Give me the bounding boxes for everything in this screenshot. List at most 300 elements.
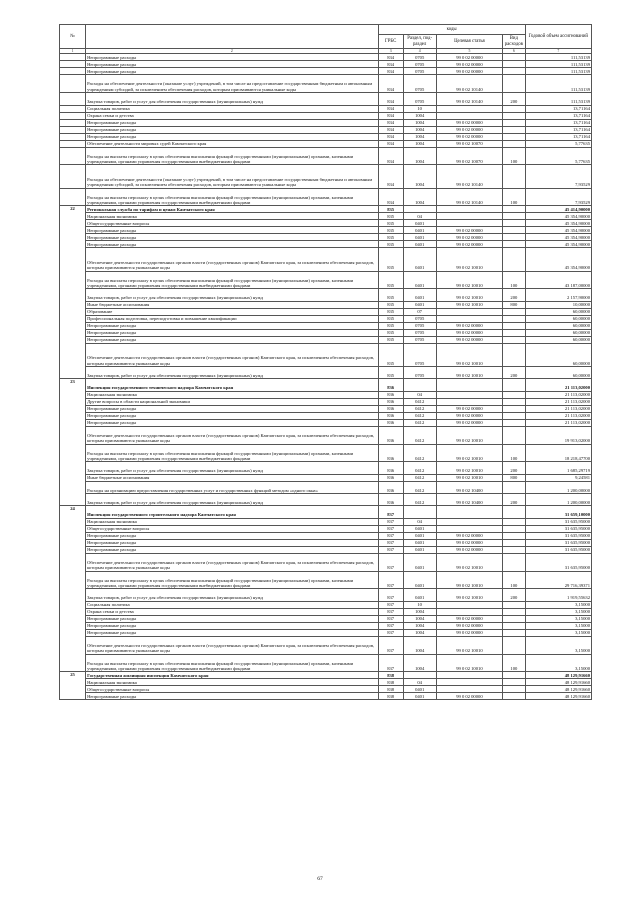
row-razdel: 0705 — [403, 315, 436, 322]
row-sum: 1 685,29719 — [525, 462, 591, 474]
row-sum: 31 635,95000 — [525, 525, 591, 532]
table-row — [60, 75, 592, 93]
row-vr: 200 — [503, 93, 526, 105]
row-grbs: 834 — [378, 147, 403, 165]
row-name: Региональная служба по тарифам и ценам Камчатского края — [86, 206, 379, 213]
table-row — [60, 165, 592, 188]
row-grbs: 835 — [378, 234, 403, 241]
table-row — [60, 379, 592, 391]
row-sum: 1 200,00000 — [525, 481, 591, 493]
table-row — [60, 213, 592, 220]
row-razdel: 0401 — [403, 532, 436, 539]
row-razdel: 0705 — [403, 61, 436, 68]
row-sum: 45 354,90000 — [525, 213, 591, 220]
row-name: Социальная политика — [86, 601, 379, 608]
row-target: 99 0 02 10140 — [436, 165, 502, 188]
row-name: Закупка товаров, работ и услуг для обеспечения государственных (муниципальных) нужд — [86, 93, 379, 105]
row-sum: 13,71164 — [525, 119, 591, 126]
row-razdel: 0705 — [403, 322, 436, 329]
table-row — [60, 553, 592, 571]
row-vr — [503, 419, 526, 426]
row-name: Непрограммные расходы — [86, 629, 379, 636]
row-name: Государственная жилищная инспекция Камчатского края — [86, 672, 379, 679]
row-vr — [503, 234, 526, 241]
row-sum: 13,71164 — [525, 112, 591, 119]
row-target — [436, 525, 502, 532]
row-name: Непрограммные расходы — [86, 126, 379, 133]
row-grbs: 834 — [378, 126, 403, 133]
row-razdel: 0401 — [403, 686, 436, 693]
row-sum: 60,00000 — [525, 329, 591, 336]
row-grbs: 837 — [378, 601, 403, 608]
row-vr — [503, 622, 526, 629]
table-row — [60, 672, 592, 679]
row-grbs: 836 — [378, 379, 403, 391]
table-row — [60, 119, 592, 126]
row-vr — [503, 227, 526, 234]
index-cell: 6 — [503, 49, 526, 54]
table-row — [60, 241, 592, 248]
row-grbs: 834 — [378, 119, 403, 126]
row-target: 99 0 02 10010 — [436, 589, 502, 601]
row-sum: 19 913,02000 — [525, 426, 591, 444]
index-cell: 5 — [436, 49, 502, 54]
row-name: Непрограммные расходы — [86, 622, 379, 629]
row-vr — [503, 379, 526, 391]
row-sum: 3,15000 — [525, 615, 591, 622]
row-name: Непрограммные расходы — [86, 119, 379, 126]
row-razdel: 0705 — [403, 54, 436, 61]
row-name: Общегосударственные вопросы — [86, 686, 379, 693]
row-name: Профессиональная подготовка, переподготовка и повышение квалификации — [86, 315, 379, 322]
table-row — [60, 629, 592, 636]
row-vr — [503, 68, 526, 75]
number-cell — [60, 61, 86, 68]
row-target — [436, 379, 502, 391]
row-grbs: 834 — [378, 54, 403, 61]
table-row — [60, 398, 592, 405]
row-target — [436, 206, 502, 213]
row-vr — [503, 248, 526, 271]
table-row — [60, 329, 592, 336]
table-row — [60, 532, 592, 539]
row-name: Обеспечение деятельности государственных органов власти (государственных органов) Камчатского края, за исключением обеспечения расходов, которым присваиваются уникальные коды — [86, 248, 379, 271]
row-razdel: 1004 — [403, 608, 436, 615]
row-razdel: 10 — [403, 105, 436, 112]
number-cell — [60, 147, 86, 165]
row-sum: 9,24581 — [525, 474, 591, 481]
row-target: 99 0 02 10010 — [436, 301, 502, 308]
row-grbs: 836 — [378, 412, 403, 419]
row-target: 99 0 02 10010 — [436, 289, 502, 301]
row-razdel: 0401 — [403, 227, 436, 234]
header-no: № — [60, 25, 86, 49]
row-name: Закупка товаров, работ и услуг для обеспечения государственных (муниципальных) нужд — [86, 366, 379, 378]
row-razdel: 07 — [403, 308, 436, 315]
row-target: 99 0 02 10010 — [436, 343, 502, 366]
row-sum: 111,53139 — [525, 54, 591, 61]
table-row — [60, 693, 592, 700]
row-razdel: 0705 — [403, 343, 436, 366]
row-vr — [503, 126, 526, 133]
section-number: 24 — [60, 506, 86, 672]
row-sum: 60,00000 — [525, 315, 591, 322]
table-row — [60, 654, 592, 672]
row-grbs: 835 — [378, 336, 403, 343]
budget-table — [59, 24, 592, 700]
row-vr: 200 — [503, 289, 526, 301]
row-razdel: 1004 — [403, 629, 436, 636]
row-razdel: 0412 — [403, 426, 436, 444]
row-grbs: 834 — [378, 93, 403, 105]
row-vr: 100 — [503, 271, 526, 289]
table-row — [60, 622, 592, 629]
row-sum: 13,71164 — [525, 105, 591, 112]
row-name: Непрограммные расходы — [86, 546, 379, 553]
row-name: Расходы на выплаты персоналу в целях обеспечения выполнения функций государственными (муниципальными) органами, казенными учреждениями, органами управления государственными внебюджетными фондами — [86, 188, 379, 206]
row-razdel: 04 — [403, 679, 436, 686]
row-razdel: 1004 — [403, 165, 436, 188]
row-grbs: 836 — [378, 419, 403, 426]
row-sum: 45 354,90000 — [525, 248, 591, 271]
row-sum: 21 113,02000 — [525, 419, 591, 426]
header-row-1 — [60, 25, 592, 35]
index-cell: 2 — [86, 49, 379, 54]
row-razdel: 1004 — [403, 654, 436, 672]
row-grbs: 837 — [378, 589, 403, 601]
table-row — [60, 462, 592, 474]
row-sum: 31 635,95000 — [525, 553, 591, 571]
row-name: Инспекция государственного строительного надзора Камчатского края — [86, 506, 379, 518]
number-cell — [60, 133, 86, 140]
row-vr — [503, 679, 526, 686]
row-sum: 3,15000 — [525, 608, 591, 615]
row-sum: 31 635,95000 — [525, 539, 591, 546]
row-name: Образование — [86, 308, 379, 315]
row-razdel: 0412 — [403, 481, 436, 493]
index-cell: 4 — [403, 49, 436, 54]
row-target: 99 0 02 00000 — [436, 329, 502, 336]
row-vr — [503, 672, 526, 679]
row-vr — [503, 398, 526, 405]
row-vr — [503, 686, 526, 693]
row-vr: 200 — [503, 589, 526, 601]
number-cell — [60, 54, 86, 61]
row-vr — [503, 112, 526, 119]
row-target: 99 0 02 10010 — [436, 654, 502, 672]
row-target: 99 0 02 00000 — [436, 126, 502, 133]
row-name: Непрограммные расходы — [86, 405, 379, 412]
row-razdel: 1004 — [403, 147, 436, 165]
row-sum: 31 635,95000 — [525, 532, 591, 539]
row-vr — [503, 636, 526, 654]
row-target — [436, 518, 502, 525]
row-vr — [503, 539, 526, 546]
number-cell — [60, 126, 86, 133]
row-vr: 800 — [503, 301, 526, 308]
row-name: Иные бюджетные ассигнования — [86, 301, 379, 308]
row-target: 99 0 02 00000 — [436, 61, 502, 68]
row-target: 99 0 02 10070 — [436, 140, 502, 147]
row-grbs: 835 — [378, 315, 403, 322]
row-vr: 100 — [503, 654, 526, 672]
row-sum: 29 716,39371 — [525, 571, 591, 589]
number-cell — [60, 105, 86, 112]
row-grbs: 834 — [378, 61, 403, 68]
row-sum: 111,53139 — [525, 93, 591, 105]
row-vr — [503, 629, 526, 636]
row-name: Непрограммные расходы — [86, 693, 379, 700]
row-name: Национальная экономика — [86, 213, 379, 220]
row-name: Общегосударственные вопросы — [86, 220, 379, 227]
row-sum: 31 635,95000 — [525, 546, 591, 553]
row-vr — [503, 506, 526, 518]
row-razdel: 1004 — [403, 140, 436, 147]
row-grbs: 835 — [378, 220, 403, 227]
row-vr — [503, 608, 526, 615]
row-name: Непрограммные расходы — [86, 322, 379, 329]
row-sum: 3,15000 — [525, 629, 591, 636]
row-razdel: 1004 — [403, 615, 436, 622]
row-sum: 18 218,47700 — [525, 444, 591, 462]
header-razdel: Раздел, под-раздел — [403, 35, 436, 49]
table-row — [60, 494, 592, 506]
row-name: Охрана семьи и детства — [86, 112, 379, 119]
row-sum: 3,15000 — [525, 636, 591, 654]
row-vr — [503, 481, 526, 493]
row-razdel: 1004 — [403, 112, 436, 119]
row-razdel: 0401 — [403, 248, 436, 271]
row-sum: 21 113,02000 — [525, 391, 591, 398]
table-row — [60, 474, 592, 481]
row-target: 99 0 02 00000 — [436, 532, 502, 539]
row-sum: 3,15000 — [525, 601, 591, 608]
row-target — [436, 398, 502, 405]
row-vr — [503, 54, 526, 61]
row-target: 99 0 02 00000 — [436, 322, 502, 329]
row-name: Закупка товаров, работ и услуг для обеспечения государственных (муниципальных) нужд — [86, 494, 379, 506]
section-number: 25 — [60, 672, 86, 700]
row-grbs: 835 — [378, 227, 403, 234]
row-grbs: 837 — [378, 539, 403, 546]
table-row — [60, 391, 592, 398]
table-row — [60, 444, 592, 462]
row-razdel: 1004 — [403, 133, 436, 140]
table-row — [60, 615, 592, 622]
row-target — [436, 391, 502, 398]
row-grbs: 835 — [378, 248, 403, 271]
row-grbs: 834 — [378, 68, 403, 75]
row-name: Закупка товаров, работ и услуг для обеспечения государственных (муниципальных) нужд — [86, 289, 379, 301]
table-row — [60, 234, 592, 241]
row-vr — [503, 315, 526, 322]
row-target: 99 0 02 10010 — [436, 444, 502, 462]
row-target: 99 0 02 00000 — [436, 405, 502, 412]
row-name: Расходы на обеспечение деятельности (оказание услуг) учреждений, в том числе на предоставление государственным бюджетным и автономным учреждениям субсидий, за исключением обеспечения расходов, которым присваиваются уникальные коды — [86, 75, 379, 93]
row-vr — [503, 220, 526, 227]
table-row — [60, 140, 592, 147]
row-razdel: 04 — [403, 391, 436, 398]
row-name: Расходы на выплаты персоналу в целях обеспечения выполнения функций государственными (муниципальными) органами, казенными учреждениями, органами управления государственными внебюджетными фондами — [86, 271, 379, 289]
section-number: 23 — [60, 379, 86, 506]
row-sum: 45 354,90000 — [525, 220, 591, 227]
number-cell — [60, 68, 86, 75]
row-target: 99 0 02 00000 — [436, 622, 502, 629]
row-target: 99 0 02 00000 — [436, 68, 502, 75]
table-row — [60, 518, 592, 525]
table-row — [60, 589, 592, 601]
number-cell — [60, 188, 86, 206]
row-name: Национальная экономика — [86, 391, 379, 398]
table-body — [60, 54, 592, 700]
row-grbs: 835 — [378, 322, 403, 329]
number-cell — [60, 140, 86, 147]
row-razdel: 1004 — [403, 126, 436, 133]
row-razdel: 1004 — [403, 622, 436, 629]
row-target: 99 0 02 00000 — [436, 133, 502, 140]
row-razdel: 1004 — [403, 119, 436, 126]
row-grbs: 838 — [378, 693, 403, 700]
row-name: Расходы на выплаты персоналу в целях обеспечения выполнения функций государственными (муниципальными) органами, казенными учреждениями, органами управления государственными внебюджетными фондами — [86, 654, 379, 672]
row-vr — [503, 391, 526, 398]
row-vr: 800 — [503, 474, 526, 481]
row-name: Расходы на выплаты персоналу в целях обеспечения выполнения функций государственными (муниципальными) органами, казенными учреждениями, органами управления государственными внебюджетными фондами — [86, 444, 379, 462]
row-razdel: 0401 — [403, 571, 436, 589]
table-row — [60, 301, 592, 308]
table-row — [60, 68, 592, 75]
row-razdel — [403, 379, 436, 391]
row-name: Непрограммные расходы — [86, 68, 379, 75]
row-name: Непрограммные расходы — [86, 234, 379, 241]
row-sum: 1 919,55632 — [525, 589, 591, 601]
row-grbs: 834 — [378, 75, 403, 93]
row-name: Иные бюджетные ассигнования — [86, 474, 379, 481]
row-grbs: 836 — [378, 398, 403, 405]
row-razdel: 0412 — [403, 412, 436, 419]
row-target: 99 0 02 00000 — [436, 336, 502, 343]
row-sum: 3,15000 — [525, 654, 591, 672]
row-grbs: 836 — [378, 474, 403, 481]
row-sum: 13,71164 — [525, 133, 591, 140]
row-target: 99 0 02 10400 — [436, 494, 502, 506]
row-razdel: 0401 — [403, 241, 436, 248]
table-row — [60, 322, 592, 329]
row-vr — [503, 322, 526, 329]
row-name: Непрограммные расходы — [86, 336, 379, 343]
row-razdel: 0412 — [403, 398, 436, 405]
row-razdel: 0412 — [403, 405, 436, 412]
table-row — [60, 366, 592, 378]
row-razdel: 0705 — [403, 93, 436, 105]
table-row — [60, 419, 592, 426]
row-grbs: 837 — [378, 546, 403, 553]
row-sum: 48 129,91660 — [525, 693, 591, 700]
table-row — [60, 412, 592, 419]
row-target: 99 0 02 00000 — [436, 227, 502, 234]
section-number: 22 — [60, 206, 86, 379]
row-target: 99 0 02 10010 — [436, 553, 502, 571]
row-target: 99 0 02 00000 — [436, 54, 502, 61]
row-grbs: 835 — [378, 241, 403, 248]
row-vr — [503, 525, 526, 532]
row-grbs: 834 — [378, 105, 403, 112]
table-row — [60, 601, 592, 608]
row-target — [436, 315, 502, 322]
row-razdel: 0401 — [403, 589, 436, 601]
row-target — [436, 686, 502, 693]
row-target: 99 0 02 10010 — [436, 474, 502, 481]
row-name: Непрограммные расходы — [86, 133, 379, 140]
table-row — [60, 405, 592, 412]
table-row — [60, 112, 592, 119]
row-razdel: 0401 — [403, 553, 436, 571]
row-razdel: 0401 — [403, 234, 436, 241]
row-sum: 1 200,00000 — [525, 494, 591, 506]
table-row — [60, 308, 592, 315]
row-target: 99 0 02 00000 — [436, 615, 502, 622]
table-row — [60, 506, 592, 518]
row-grbs: 837 — [378, 525, 403, 532]
row-vr — [503, 405, 526, 412]
row-grbs: 834 — [378, 165, 403, 188]
row-sum: 43 187,00000 — [525, 271, 591, 289]
row-name: Обеспечение деятельности государственных органов власти (государственных органов) Камчатского края, за исключением обеспечения расходов, которым присваиваются уникальные коды — [86, 636, 379, 654]
row-grbs: 837 — [378, 506, 403, 518]
table-row — [60, 525, 592, 532]
row-grbs: 834 — [378, 133, 403, 140]
table-row — [60, 147, 592, 165]
table-row — [60, 126, 592, 133]
row-target: 99 0 02 10070 — [436, 147, 502, 165]
row-grbs: 836 — [378, 481, 403, 493]
row-vr — [503, 426, 526, 444]
row-vr — [503, 75, 526, 93]
row-grbs: 837 — [378, 518, 403, 525]
row-name: Расходы на выплаты персоналу в целях обеспечения выполнения функций государственными (муниципальными) органами, казенными учреждениями, органами управления государственными внебюджетными фондами — [86, 571, 379, 589]
row-sum: 48 129,91660 — [525, 686, 591, 693]
row-target — [436, 679, 502, 686]
table-row — [60, 608, 592, 615]
table-row — [60, 426, 592, 444]
row-target: 99 0 02 00000 — [436, 234, 502, 241]
table-row — [60, 679, 592, 686]
row-sum: 45 354,90000 — [525, 234, 591, 241]
row-name: Закупка товаров, работ и услуг для обеспечения государственных (муниципальных) нужд — [86, 462, 379, 474]
row-vr — [503, 615, 526, 622]
table-row — [60, 133, 592, 140]
row-name: Обеспечение деятельности мировых судей Камчатского края — [86, 140, 379, 147]
row-target — [436, 601, 502, 608]
row-grbs: 838 — [378, 686, 403, 693]
row-vr — [503, 105, 526, 112]
row-grbs: 837 — [378, 608, 403, 615]
row-vr — [503, 693, 526, 700]
row-name: Непрограммные расходы — [86, 419, 379, 426]
row-sum: 60,00000 — [525, 366, 591, 378]
row-razdel: 0401 — [403, 525, 436, 532]
row-razdel: 10 — [403, 601, 436, 608]
table-row — [60, 54, 592, 61]
row-vr — [503, 601, 526, 608]
row-target — [436, 213, 502, 220]
row-target — [436, 112, 502, 119]
row-grbs: 838 — [378, 679, 403, 686]
row-name: Социальная политика — [86, 105, 379, 112]
row-razdel: 04 — [403, 518, 436, 525]
row-grbs: 837 — [378, 571, 403, 589]
row-name: Охрана семьи и детства — [86, 608, 379, 615]
row-vr: 100 — [503, 188, 526, 206]
